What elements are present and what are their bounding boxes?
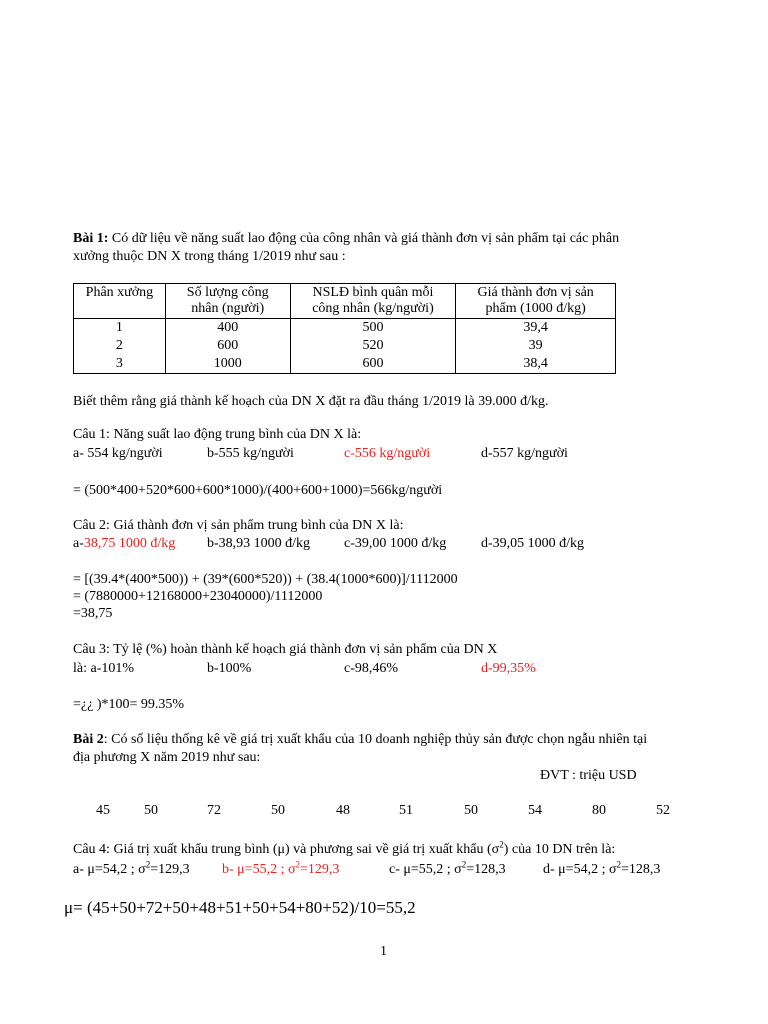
cau2-option-d: d-39,05 1000 đ/kg	[481, 536, 585, 551]
bai2-intro-line2: địa phương X năm 2019 như sau:	[73, 750, 261, 765]
table-header-cell: NSLĐ bình quân mỗi công nhân (kg/người)	[290, 284, 456, 319]
cau3-option-d: d-99,35%	[481, 661, 536, 676]
export-value: 50	[144, 803, 158, 818]
table-header-cell: Phân xưởng	[74, 284, 166, 319]
bai1-intro-line1: Bài 1: Có dữ liệu về năng suất lao động của công nhân và giá thành đơn vị sản phẩm tại các phân	[73, 231, 620, 246]
cau2-solution-line3: =38,75	[73, 606, 113, 621]
table-cell: 39,4	[456, 319, 616, 338]
export-value: 54	[528, 803, 542, 818]
plan-cost-note: Biết thêm rằng giá thành kế hoạch của DN X đặt ra đầu tháng 1/2019 là 39.000 đ/kg.	[73, 394, 549, 409]
cau2-option-b: b-38,93 1000 đ/kg	[207, 536, 311, 551]
table-header-cell: Giá thành đơn vị sản phẩm (1000 đ/kg)	[456, 284, 616, 319]
page-number: 1	[380, 944, 387, 959]
table-cell: 3	[74, 355, 166, 374]
cau1-option-b: b-555 kg/người	[207, 446, 294, 461]
cau2-question: Câu 2: Giá thành đơn vị sản phẩm trung bình của DN X là:	[73, 518, 404, 533]
table-row	[74, 355, 616, 374]
table-header-cell: Số lượng công nhân (người)	[165, 284, 290, 319]
cau4-option-c: c- μ=55,2 ; $\sigma^2=128,3$	[389, 859, 506, 877]
export-value: 80	[592, 803, 606, 818]
export-value: 72	[207, 803, 221, 818]
export-value: 48	[336, 803, 350, 818]
cau3-solution: =¿¿ )*100= 99.35%	[73, 697, 185, 712]
table-cell: 39	[456, 337, 616, 355]
bai2-unit: ĐVT : triệu USD	[540, 768, 637, 783]
bai1-intro-line2: xưởng thuộc DN X trong tháng 1/2019 như sau :	[73, 249, 346, 264]
table-cell: 500	[290, 319, 456, 338]
table-cell: 38,4	[456, 355, 616, 374]
table-header-row	[74, 284, 616, 319]
table-cell: 2	[74, 337, 166, 355]
cau2-option-c: c-39,00 1000 đ/kg	[344, 536, 447, 551]
export-value: 52	[656, 803, 670, 818]
cau3-option-a: là: a-101%	[73, 661, 135, 676]
table-cell: 600	[290, 355, 456, 374]
cau1-option-c: c-556 kg/người	[344, 446, 431, 461]
cau1-solution: = (500*400+520*600+600*1000)/(400+600+1000)=566kg/người	[73, 483, 443, 498]
cau1-question: Câu 1: Năng suất lao động trung bình của DN X là:	[73, 427, 362, 442]
cau1-option-a: a- 554 kg/người	[73, 446, 163, 461]
bai2-intro-line1: Bài 2: Có số liệu thống kê về giá trị xuất khẩu của 10 doanh nghiệp thủy sản được chọn ngẫu nhiên tại	[73, 732, 648, 747]
table-cell: 1	[74, 319, 166, 338]
table-cell: 1000	[165, 355, 290, 374]
productivity-table	[73, 283, 616, 374]
table-row	[74, 337, 616, 355]
export-value: 50	[271, 803, 285, 818]
cau2-solution-line2: = (7880000+12168000+23040000)/1112000	[73, 589, 323, 604]
cau2-solution-line1: = [(39.4*(400*500)) + (39*(600*520)) + (38.4(1000*600)]/1112000	[73, 572, 458, 587]
export-value: 50	[464, 803, 478, 818]
table-cell: 520	[290, 337, 456, 355]
bai1-title: Bài 1:	[73, 231, 109, 246]
cau3-question: Câu 3: Tỷ lệ (%) hoàn thành kế hoạch giá thành đơn vị sản phẩm của DN X	[73, 642, 498, 657]
table-cell: 400	[165, 319, 290, 338]
table-cell: 600	[165, 337, 290, 355]
cau4-question: Câu 4: Giá trị xuất khẩu trung bình (μ) và phương sai về giá trị xuất khẩu $(\sigma^2)$ của 10 DN trên là:	[73, 839, 616, 857]
cau4-option-d: d- μ=54,2 ; $\sigma^2=128,3$	[543, 859, 661, 877]
export-value: 51	[399, 803, 413, 818]
bai2-title: Bài 2	[73, 732, 104, 747]
table-row	[74, 319, 616, 338]
cau3-option-c: c-98,46%	[344, 661, 399, 676]
cau4-option-a: a- μ=54,2 ; $\sigma^2=129,3$	[73, 859, 190, 877]
cau2-option-a: a-38,75 1000 đ/kg	[73, 536, 176, 551]
cau4-solution: μ= (45+50+72+50+48+51+50+54+80+52)/10=55,2	[64, 898, 416, 917]
cau1-option-d: d-557 kg/người	[481, 446, 568, 461]
cau4-option-b: b- μ=55,2 ; $\sigma^2=129,3$	[222, 859, 340, 877]
cau3-option-b: b-100%	[207, 661, 252, 676]
export-value: 45	[96, 803, 110, 818]
